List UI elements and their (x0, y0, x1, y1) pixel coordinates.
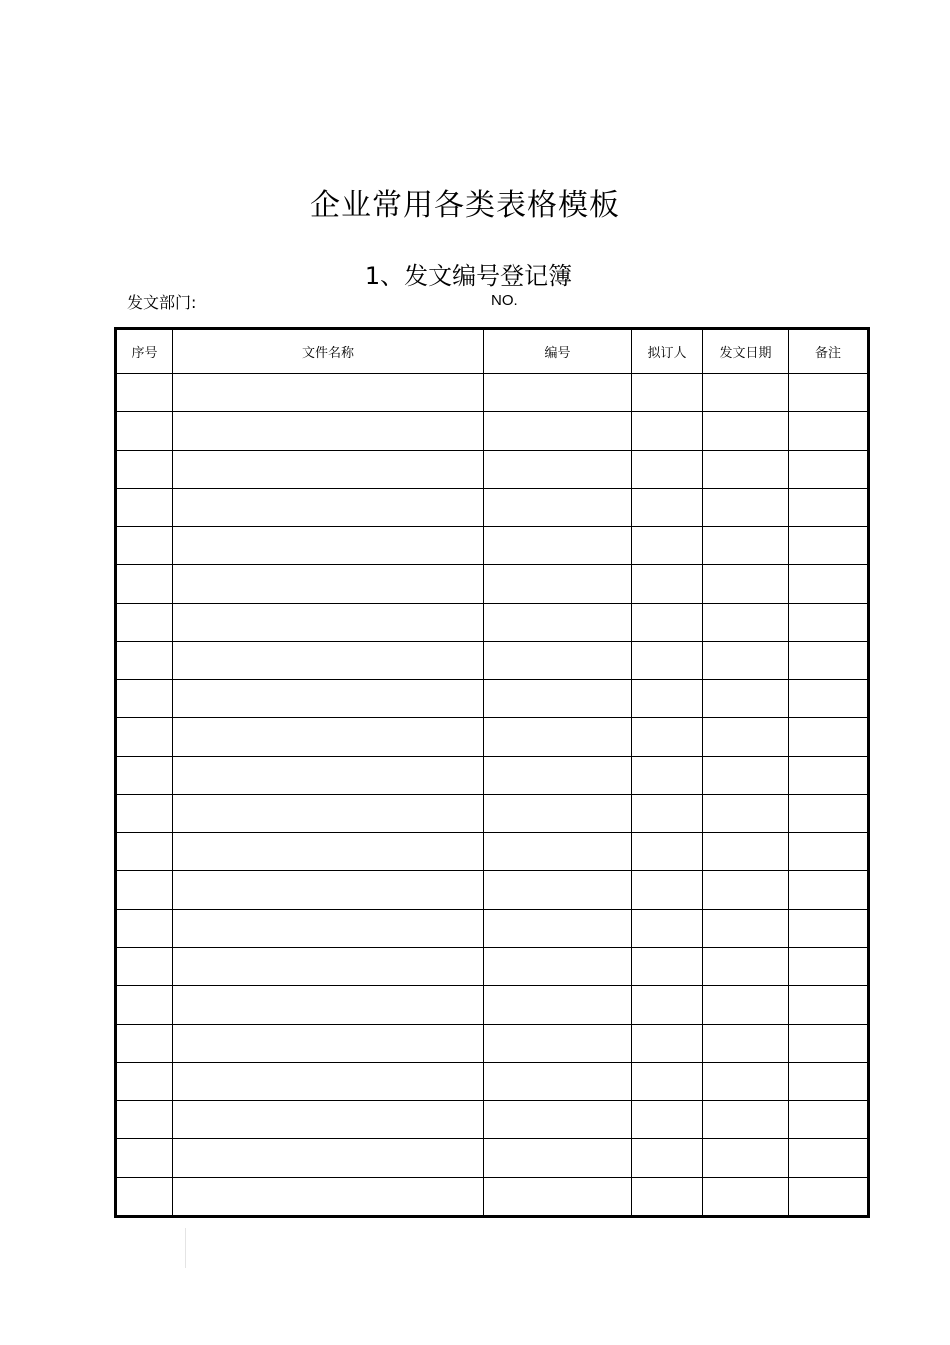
serial-cell[interactable] (116, 641, 173, 679)
file-name-cell[interactable] (173, 680, 484, 718)
doc-number-cell[interactable] (484, 718, 632, 756)
serial-cell[interactable] (116, 374, 173, 412)
serial-cell[interactable] (116, 871, 173, 909)
doc-number-cell[interactable] (484, 756, 632, 794)
issue-date-cell[interactable] (703, 718, 789, 756)
doc-number-cell[interactable] (484, 374, 632, 412)
remarks-cell[interactable] (789, 909, 869, 947)
issue-date-cell[interactable] (703, 871, 789, 909)
doc-number-cell[interactable] (484, 947, 632, 985)
file-name-cell[interactable] (173, 1101, 484, 1139)
drafter-cell[interactable] (632, 565, 703, 603)
file-name-cell[interactable] (173, 641, 484, 679)
doc-number-cell[interactable] (484, 1177, 632, 1216)
file-name-cell[interactable] (173, 450, 484, 488)
issue-date-cell[interactable] (703, 1101, 789, 1139)
file-name-cell[interactable] (173, 1062, 484, 1100)
table-row (116, 527, 869, 565)
header-remarks: 备注 (789, 329, 869, 374)
remarks-cell[interactable] (789, 603, 869, 641)
doc-number-cell[interactable] (484, 603, 632, 641)
doc-number-cell[interactable] (484, 1024, 632, 1062)
drafter-cell[interactable] (632, 603, 703, 641)
file-name-cell[interactable] (173, 909, 484, 947)
remarks-cell[interactable] (789, 374, 869, 412)
drafter-cell[interactable] (632, 833, 703, 871)
file-name-cell[interactable] (173, 603, 484, 641)
drafter-cell[interactable] (632, 488, 703, 526)
table-row (116, 947, 869, 985)
remarks-cell[interactable] (789, 565, 869, 603)
table-row (116, 909, 869, 947)
remarks-cell[interactable] (789, 1139, 869, 1177)
file-name-cell[interactable] (173, 1139, 484, 1177)
table-row (116, 756, 869, 794)
issue-date-cell[interactable] (703, 374, 789, 412)
remarks-cell[interactable] (789, 1177, 869, 1216)
issue-date-cell[interactable] (703, 794, 789, 832)
drafter-cell[interactable] (632, 1024, 703, 1062)
serial-cell[interactable] (116, 565, 173, 603)
doc-number-cell[interactable] (484, 1062, 632, 1100)
doc-number-cell[interactable] (484, 450, 632, 488)
drafter-cell[interactable] (632, 1062, 703, 1100)
doc-number-cell[interactable] (484, 565, 632, 603)
issue-date-cell[interactable] (703, 527, 789, 565)
serial-cell[interactable] (116, 794, 173, 832)
department-label: 发文部门: (127, 293, 197, 312)
serial-cell[interactable] (116, 527, 173, 565)
document-title: 企业常用各类表格模板 (310, 188, 620, 223)
table-row (116, 1101, 869, 1139)
issue-date-cell[interactable] (703, 565, 789, 603)
file-name-cell[interactable] (173, 412, 484, 450)
table-row (116, 450, 869, 488)
issue-date-cell[interactable] (703, 1177, 789, 1216)
register-body (116, 374, 869, 1217)
drafter-cell[interactable] (632, 374, 703, 412)
table-row (116, 680, 869, 718)
remarks-cell[interactable] (789, 718, 869, 756)
header-doc-number: 编号 (484, 329, 632, 374)
file-name-cell[interactable] (173, 871, 484, 909)
remarks-cell[interactable] (789, 641, 869, 679)
issue-date-cell[interactable] (703, 412, 789, 450)
serial-cell[interactable] (116, 1177, 173, 1216)
remarks-cell[interactable] (789, 1101, 869, 1139)
serial-cell[interactable] (116, 1139, 173, 1177)
file-name-cell[interactable] (173, 833, 484, 871)
serial-cell[interactable] (116, 718, 173, 756)
drafter-cell[interactable] (632, 412, 703, 450)
drafter-cell[interactable] (632, 450, 703, 488)
remarks-cell[interactable] (789, 871, 869, 909)
file-name-cell[interactable] (173, 986, 484, 1024)
serial-cell[interactable] (116, 947, 173, 985)
header-issue-date: 发文日期 (703, 329, 789, 374)
issue-date-cell[interactable] (703, 986, 789, 1024)
serial-cell[interactable] (116, 488, 173, 526)
drafter-cell[interactable] (632, 947, 703, 985)
remarks-cell[interactable] (789, 1062, 869, 1100)
table-row (116, 1062, 869, 1100)
issue-date-cell[interactable] (703, 1024, 789, 1062)
table-row (116, 718, 869, 756)
issue-date-cell[interactable] (703, 488, 789, 526)
doc-number-cell[interactable] (484, 1101, 632, 1139)
drafter-cell[interactable] (632, 1177, 703, 1216)
doc-number-cell[interactable] (484, 527, 632, 565)
table-row (116, 1139, 869, 1177)
header-drafter: 拟订人 (632, 329, 703, 374)
issue-date-cell[interactable] (703, 1062, 789, 1100)
issue-date-cell[interactable] (703, 450, 789, 488)
drafter-cell[interactable] (632, 718, 703, 756)
file-name-cell[interactable] (173, 947, 484, 985)
number-label: NO. (491, 292, 518, 309)
register-table (114, 327, 870, 1218)
form-title: 1、发文编号登记簿 (364, 262, 573, 290)
file-name-cell[interactable] (173, 488, 484, 526)
table-row (116, 603, 869, 641)
issue-date-cell[interactable] (703, 641, 789, 679)
file-name-cell[interactable] (173, 527, 484, 565)
remarks-cell[interactable] (789, 450, 869, 488)
table-row (116, 641, 869, 679)
table-row (116, 1177, 869, 1216)
doc-number-cell[interactable] (484, 794, 632, 832)
file-name-cell[interactable] (173, 794, 484, 832)
doc-number-cell[interactable] (484, 986, 632, 1024)
table-row (116, 986, 869, 1024)
remarks-cell[interactable] (789, 412, 869, 450)
doc-number-cell[interactable] (484, 909, 632, 947)
doc-number-cell[interactable] (484, 488, 632, 526)
serial-cell[interactable] (116, 833, 173, 871)
table-row (116, 374, 869, 412)
table-row (116, 488, 869, 526)
serial-cell[interactable] (116, 680, 173, 718)
table-row (116, 565, 869, 603)
remarks-cell[interactable] (789, 488, 869, 526)
drafter-cell[interactable] (632, 794, 703, 832)
remarks-cell[interactable] (789, 1024, 869, 1062)
drafter-cell[interactable] (632, 1101, 703, 1139)
doc-number-cell[interactable] (484, 871, 632, 909)
table-row (116, 794, 869, 832)
table-row (116, 1024, 869, 1062)
file-name-cell[interactable] (173, 1024, 484, 1062)
drafter-cell[interactable] (632, 1139, 703, 1177)
doc-number-cell[interactable] (484, 412, 632, 450)
file-name-cell[interactable] (173, 756, 484, 794)
serial-cell[interactable] (116, 909, 173, 947)
remarks-cell[interactable] (789, 680, 869, 718)
file-name-cell[interactable] (173, 718, 484, 756)
doc-number-cell[interactable] (484, 833, 632, 871)
remarks-cell[interactable] (789, 833, 869, 871)
issue-date-cell[interactable] (703, 756, 789, 794)
serial-cell[interactable] (116, 1062, 173, 1100)
drafter-cell[interactable] (632, 871, 703, 909)
divider (185, 1228, 186, 1268)
issue-date-cell[interactable] (703, 603, 789, 641)
doc-number-cell[interactable] (484, 641, 632, 679)
table-row (116, 412, 869, 450)
header-serial: 序号 (116, 329, 173, 374)
issue-date-cell[interactable] (703, 680, 789, 718)
drafter-cell[interactable] (632, 756, 703, 794)
doc-number-cell[interactable] (484, 1139, 632, 1177)
file-name-cell[interactable] (173, 1177, 484, 1216)
serial-cell[interactable] (116, 986, 173, 1024)
remarks-cell[interactable] (789, 756, 869, 794)
table-header-row (116, 329, 869, 374)
remarks-cell[interactable] (789, 527, 869, 565)
serial-cell[interactable] (116, 1024, 173, 1062)
table-row (116, 833, 869, 871)
table-row (116, 871, 869, 909)
serial-cell[interactable] (116, 412, 173, 450)
drafter-cell[interactable] (632, 641, 703, 679)
remarks-cell[interactable] (789, 986, 869, 1024)
file-name-cell[interactable] (173, 565, 484, 603)
remarks-cell[interactable] (789, 947, 869, 985)
doc-number-cell[interactable] (484, 680, 632, 718)
issue-date-cell[interactable] (703, 1139, 789, 1177)
drafter-cell[interactable] (632, 909, 703, 947)
serial-cell[interactable] (116, 756, 173, 794)
file-name-cell[interactable] (173, 374, 484, 412)
drafter-cell[interactable] (632, 527, 703, 565)
header-file-name: 文件名称 (173, 329, 484, 374)
drafter-cell[interactable] (632, 680, 703, 718)
remarks-cell[interactable] (789, 794, 869, 832)
serial-cell[interactable] (116, 450, 173, 488)
serial-cell[interactable] (116, 603, 173, 641)
issue-date-cell[interactable] (703, 833, 789, 871)
drafter-cell[interactable] (632, 986, 703, 1024)
issue-date-cell[interactable] (703, 947, 789, 985)
serial-cell[interactable] (116, 1101, 173, 1139)
issue-date-cell[interactable] (703, 909, 789, 947)
